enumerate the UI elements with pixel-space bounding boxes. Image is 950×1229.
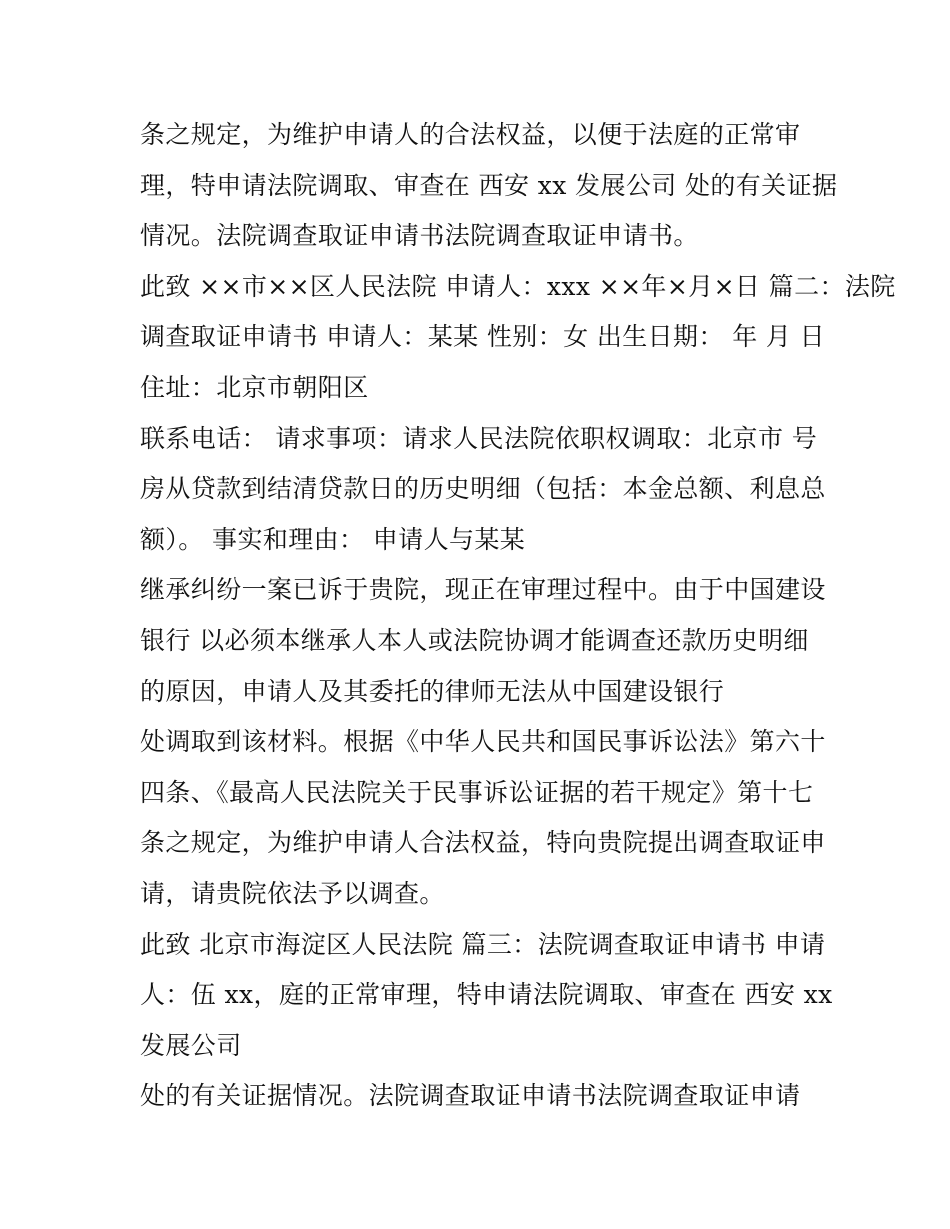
text-line: 调查取证申请书 申请人：某某 性别：女 出生日期： 年 月 日 <box>140 322 826 352</box>
text-line: 额）。 事实和理由： 申请人与某某 <box>140 524 526 554</box>
text-line: 人：伍 xx，庭的正常审理，特申请法院调取、审查在 西安 xx <box>140 980 833 1010</box>
text-line: 发展公司 <box>140 1030 242 1060</box>
text-line: 情况。法院调查取证申请书法院调查取证申请书。 <box>140 221 699 251</box>
text-line: 继承纠纷一案已诉于贵院，现正在审理过程中。由于中国建设 <box>140 575 826 605</box>
text-line: 住址：北京市朝阳区 <box>140 372 369 402</box>
text-line: 此致 北京市海淀区人民法院 篇三：法院调查取证申请书 申请 <box>140 929 826 959</box>
text-line: 四条、《最高人民法院关于民事诉讼证据的若干规定》第十七 <box>140 777 814 807</box>
text-line: 请，请贵院依法予以调查。 <box>140 878 445 908</box>
text-line: 处调取到该材料。根据《中华人民共和国民事诉讼法》第六十 <box>140 727 826 757</box>
text-line: 条之规定，为维护申请人合法权益，特向贵院提出调查取证申 <box>140 828 826 858</box>
text-line: 房从贷款到结清贷款日的历史明细（包括：本金总额、利息总 <box>140 474 826 504</box>
text-line: 联系电话： 请求事项：请求人民法院依职权调取：北京市 号 <box>140 423 818 453</box>
text-line: 理，特申请法院调取、审查在 西安 xx 发展公司 处的有关证据 <box>140 170 838 200</box>
text-line: 的原因，申请人及其委托的律师无法从中国建设银行 <box>140 676 725 706</box>
text-line: 此致 ××市××区人民法院 申请人：xxx ××年×月×日 篇二：法院 <box>140 271 896 301</box>
text-line: 条之规定，为维护申请人的合法权益，以便于法庭的正常审 <box>140 120 801 149</box>
document-body <box>140 110 896 1122</box>
text-line: 银行 以必须本继承人本人或法院协调才能调查还款历史明细 <box>140 625 809 655</box>
text-line: 处的有关证据情况。法院调查取证申请书法院调查取证申请 <box>140 1081 801 1111</box>
